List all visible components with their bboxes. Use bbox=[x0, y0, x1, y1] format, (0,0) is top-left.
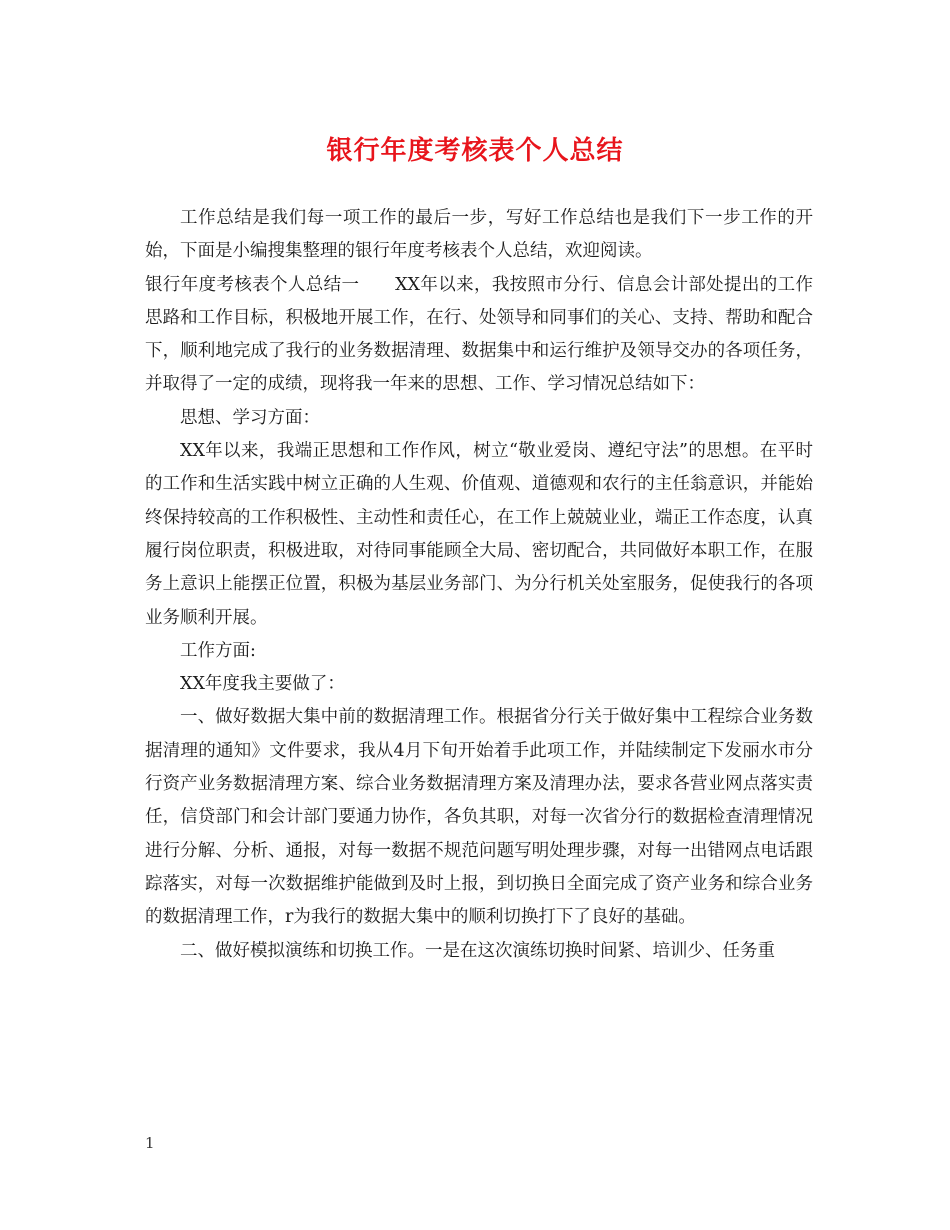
paragraph-thought-study: XX年以来，我端正思想和工作作风，树立“敬业爱岗、遵纪守法”的思想。在平时的工作和生活实践中树立正确的人生观、价值观、道德观和农行的主任翁意识，并能始终保持较高的工作积极性、主动性和责任心，在工作上兢兢业业，端正工作态度，认真履行岗位职责，积极进取，对待同事能顾全大局、密切配合，共同做好本职工作，在服务上意识上能摆正位置，积极为基层业务部门、为分行机关处室服务，促使我行的各项业务顺利开展。 bbox=[145, 441, 813, 628]
paragraph-summary-one: 银行年度考核表个人总结一 XX年以来，我按照市分行、信息会计部处提出的工作思路和工作目标，积极地开展工作，在行、处领导和同事们的关心、支持、帮助和配合下，顺利地完成了我行的业务数据清理、数据集中和运行维护及领导交办的各项任务，并取得了一定的成绩，现将我一年来的思想、工作、学习情况总结如下： bbox=[145, 274, 813, 395]
document-body bbox=[145, 202, 813, 968]
heading-thought-study: 思想、学习方面： bbox=[180, 407, 320, 428]
heading-work: 工作方面: bbox=[180, 640, 256, 661]
paragraph-work-intro: XX年度我主要做了： bbox=[180, 674, 345, 695]
paragraph-item-two: 二、做好模拟演练和切换工作。一是在这次演练切换时间紧、培训少、任务重 bbox=[180, 940, 775, 961]
paragraph-intro: 工作总结是我们每一项工作的最后一步，写好工作总结也是我们下一步工作的开始，下面是小编搜集整理的银行年度考核表个人总结，欢迎阅读。 bbox=[145, 208, 813, 262]
paragraph-item-one: 一、做好数据大集中前的数据清理工作。根据省分行关于做好集中工程综合业务数据清理的通知》文件要求，我从4月下旬开始着手此项工作，并陆续制定下发丽水市分行资产业务数据清理方案、综合业务数据清理方案及清理办法，要求各营业网点落实责任，信贷部门和会计部门要通力协作，各负其职，对每一次省分行的数据检查清理情况进行分解、分析、通报，对每一数据不规范问题写明处理步骤，对每一出错网点电话跟踪落实，对每一次数据维护能做到及时上报，到切换日全面完成了资产业务和综合业务的数据清理工作，r为我行的数据大集中的顺利切换打下了良好的基础。 bbox=[145, 707, 813, 928]
document-title: 银行年度考核表个人总结 bbox=[326, 136, 624, 166]
page-number: 1 bbox=[145, 1134, 155, 1152]
